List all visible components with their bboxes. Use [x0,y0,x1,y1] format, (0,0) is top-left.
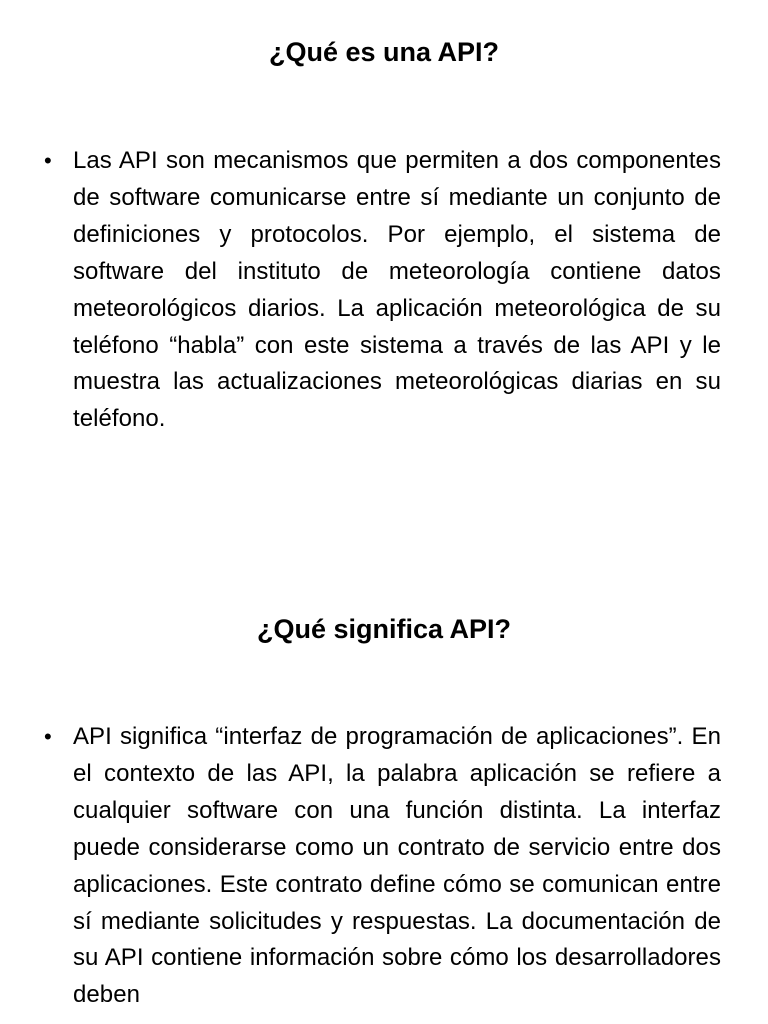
section-title-what-is-api: ¿Qué es una API? [268,37,500,67]
bullet-icon: • [44,724,52,749]
bullet-item [44,719,721,1014]
bullet-text: API significa “interfaz de programación de aplicaciones”. En el contexto de las API, la palabra aplicación se refiere a cualquier software con una función distinta. La interfaz puede considerarse como un contrato de servicio entre dos aplicaciones. Este contrato define cómo se comunican entre sí mediante solicitudes y respuestas. La documentación de su API contiene información sobre cómo los desarrolladores deben [73,723,721,1009]
section-title-what-does-api-mean: ¿Qué significa API? [256,614,512,644]
bullet-icon: • [44,148,52,173]
bullet-text: Las API son mecanismos que permiten a dos componentes de software comunicarse entre sí mediante un conjunto de definiciones y protocolos. Por ejemplo, el sistema de software del instituto de meteorología contiene datos meteorológicos diarios. La aplicación meteorológica de su teléfono “habla” con este sistema a través de las API y le muestra las actualizaciones meteorológicas diarias en su teléfono. [73,147,721,433]
bullet-item [44,143,721,438]
